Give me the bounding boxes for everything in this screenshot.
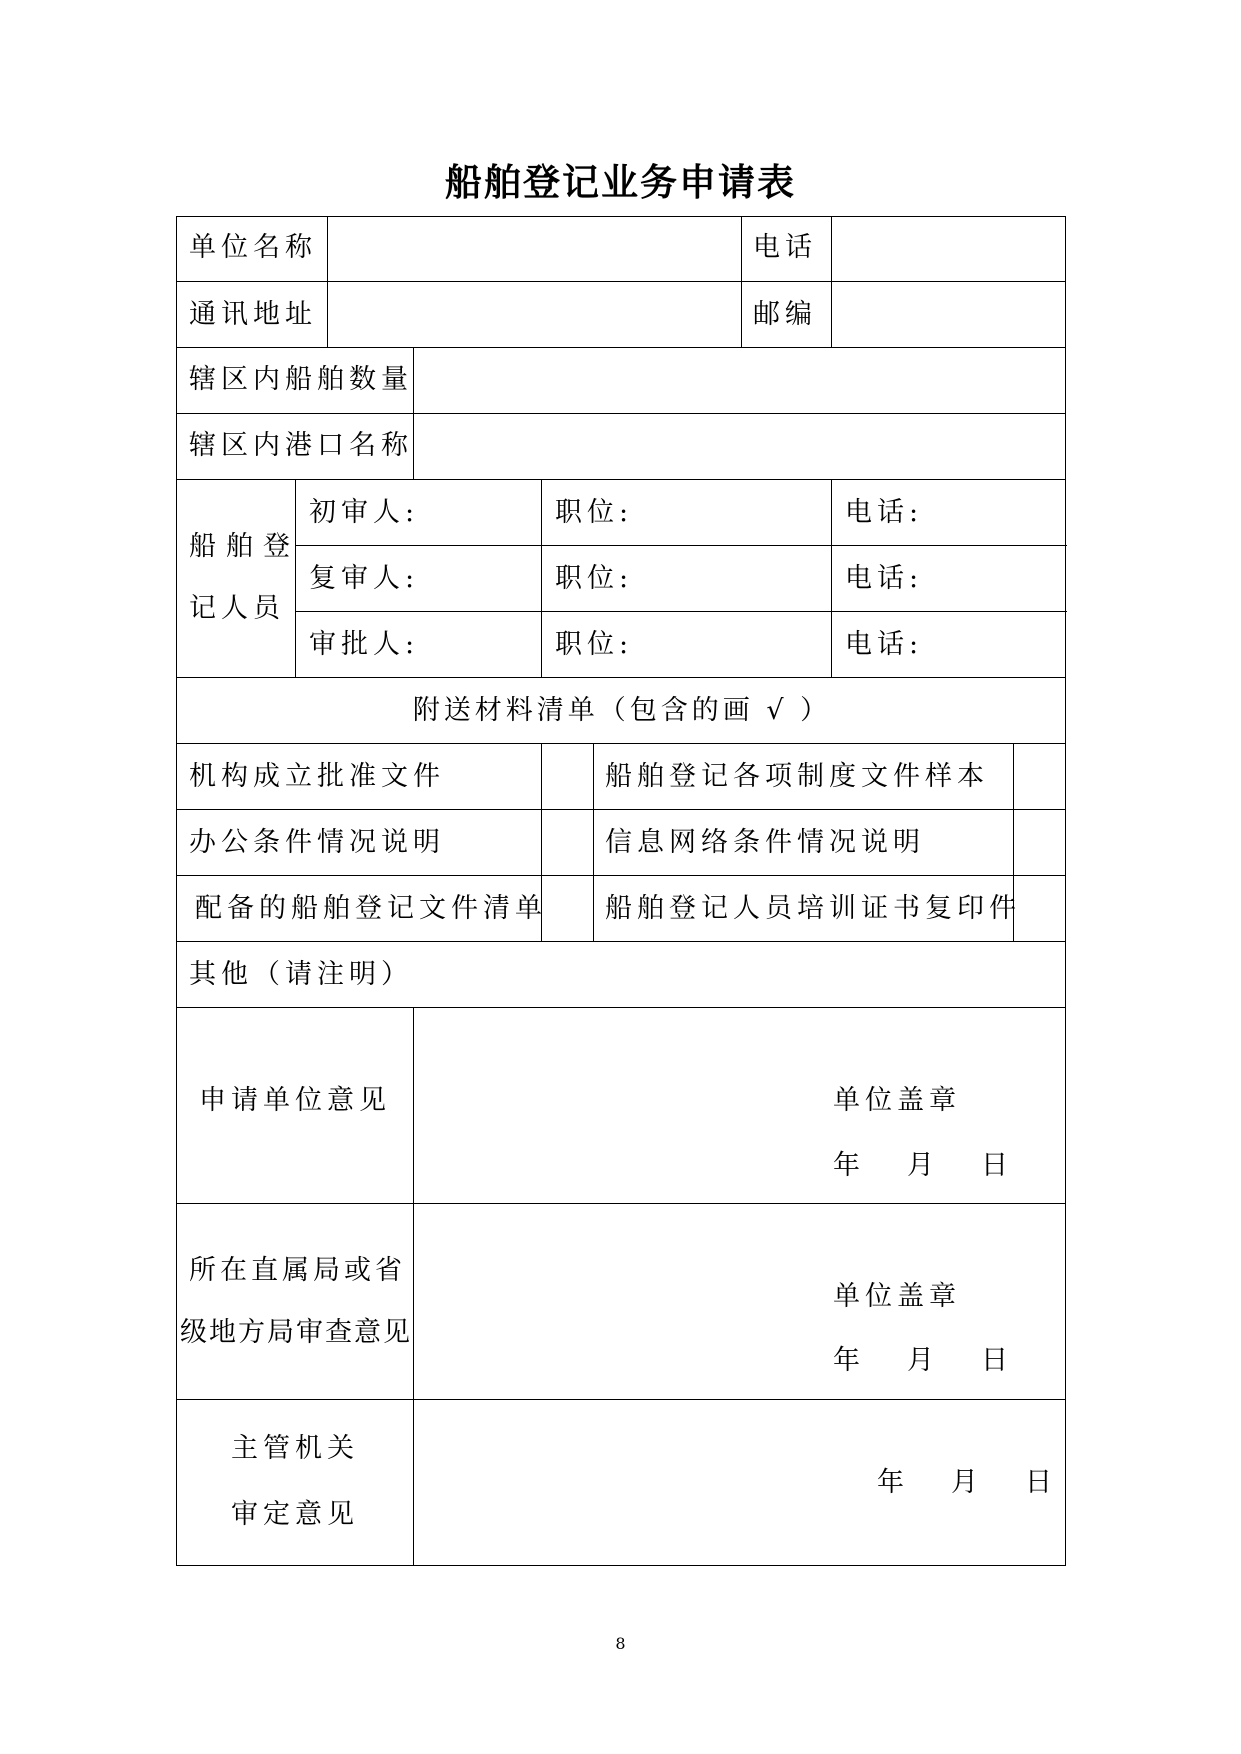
material-training-certificates: 船舶登记人员培训证书复印件 bbox=[605, 893, 1021, 924]
authority-opinion-label-line2: 审定意见 bbox=[231, 1499, 359, 1530]
re-reviewer-position: 职位: bbox=[555, 563, 634, 594]
divider bbox=[295, 479, 296, 677]
material-approval-doc-checkbox[interactable] bbox=[543, 746, 591, 808]
divider bbox=[831, 479, 832, 677]
phone-label: 电话 bbox=[753, 232, 817, 263]
approver-position: 职位: bbox=[555, 629, 634, 660]
row-divider bbox=[177, 1399, 1065, 1400]
bureau-date-year: 年 bbox=[833, 1345, 865, 1376]
applicant-seal-label: 单位盖章 bbox=[833, 1085, 961, 1116]
unit-name-field[interactable] bbox=[329, 219, 719, 281]
reviewer-position: 职位: bbox=[555, 497, 634, 528]
applicant-date-month: 月 bbox=[907, 1150, 939, 1181]
reviewer-role: 初审人: bbox=[309, 497, 420, 528]
row-divider bbox=[177, 809, 1065, 810]
material-doc-list: 配备的船舶登记文件清单 bbox=[195, 893, 547, 924]
port-name-field[interactable] bbox=[415, 416, 1063, 478]
materials-header: 附送材料清单（包含的画 √ ） bbox=[412, 695, 832, 726]
re-reviewer-role: 复审人: bbox=[309, 563, 420, 594]
row-divider bbox=[295, 545, 1067, 546]
material-office-conditions: 办公条件情况说明 bbox=[189, 827, 445, 858]
applicant-date-year: 年 bbox=[833, 1150, 865, 1181]
row-divider bbox=[177, 743, 1065, 744]
material-doc-list-checkbox[interactable] bbox=[543, 878, 591, 940]
applicant-date-day: 日 bbox=[981, 1150, 1013, 1181]
authority-date-month: 月 bbox=[951, 1467, 983, 1498]
bureau-opinion-label-line1: 所在直属局或省 bbox=[189, 1255, 406, 1286]
material-office-conditions-checkbox[interactable] bbox=[543, 812, 591, 874]
applicant-opinion-field[interactable] bbox=[415, 1010, 755, 1200]
approver-role: 审批人: bbox=[309, 629, 420, 660]
other-label: 其他（请注明） bbox=[189, 959, 413, 990]
page-title: 船舶登记业务申请表 bbox=[445, 161, 796, 204]
material-system-doc-sample-checkbox[interactable] bbox=[1015, 746, 1063, 808]
row-divider bbox=[177, 413, 1065, 414]
reviewer-phone: 电话: bbox=[845, 497, 924, 528]
authority-opinion-field[interactable] bbox=[415, 1402, 815, 1562]
postcode-field[interactable] bbox=[833, 284, 1063, 346]
authority-opinion-label-line1: 主管机关 bbox=[231, 1433, 359, 1464]
divider bbox=[541, 479, 542, 677]
authority-date-year: 年 bbox=[877, 1467, 909, 1498]
applicant-opinion-label: 申请单位意见 bbox=[199, 1085, 391, 1116]
row-divider bbox=[177, 281, 1065, 282]
material-training-certificates-checkbox[interactable] bbox=[1015, 878, 1063, 940]
row-divider bbox=[177, 941, 1065, 942]
row-divider bbox=[177, 677, 1065, 678]
bureau-opinion-label-line2: 级地方局审查意见 bbox=[180, 1317, 412, 1348]
staff-label-line1: 船舶登 bbox=[189, 531, 300, 562]
bureau-date-month: 月 bbox=[907, 1345, 939, 1376]
authority-date-day: 日 bbox=[1025, 1467, 1057, 1498]
divider bbox=[413, 1007, 414, 1565]
row-divider bbox=[295, 611, 1067, 612]
divider bbox=[831, 217, 832, 347]
row-divider bbox=[177, 1007, 1065, 1008]
address-label: 通讯地址 bbox=[189, 299, 317, 330]
bureau-date-day: 日 bbox=[981, 1345, 1013, 1376]
application-form-table bbox=[176, 216, 1066, 1566]
row-divider bbox=[177, 1203, 1065, 1204]
divider bbox=[593, 743, 594, 941]
port-name-label: 辖区内港口名称 bbox=[189, 430, 413, 461]
phone-field[interactable] bbox=[833, 219, 1063, 281]
row-divider bbox=[177, 875, 1065, 876]
divider bbox=[741, 217, 742, 347]
material-network-conditions: 信息网络条件情况说明 bbox=[605, 827, 925, 858]
material-network-conditions-checkbox[interactable] bbox=[1015, 812, 1063, 874]
address-field[interactable] bbox=[329, 284, 739, 346]
page-number: 8 bbox=[615, 1634, 626, 1653]
postcode-label: 邮编 bbox=[753, 299, 817, 330]
ship-count-field[interactable] bbox=[415, 350, 1063, 412]
re-reviewer-phone: 电话: bbox=[845, 563, 924, 594]
bureau-seal-label: 单位盖章 bbox=[833, 1281, 961, 1312]
material-approval-doc: 机构成立批准文件 bbox=[189, 761, 445, 792]
staff-label-line2: 记人员 bbox=[189, 593, 285, 624]
row-divider bbox=[177, 347, 1065, 348]
approver-phone: 电话: bbox=[845, 629, 924, 660]
ship-count-label: 辖区内船舶数量 bbox=[189, 364, 413, 395]
material-system-doc-sample: 船舶登记各项制度文件样本 bbox=[605, 761, 989, 792]
unit-name-label: 单位名称 bbox=[189, 232, 317, 263]
row-divider bbox=[177, 479, 1065, 480]
divider bbox=[327, 217, 328, 347]
bureau-opinion-field[interactable] bbox=[415, 1206, 755, 1396]
